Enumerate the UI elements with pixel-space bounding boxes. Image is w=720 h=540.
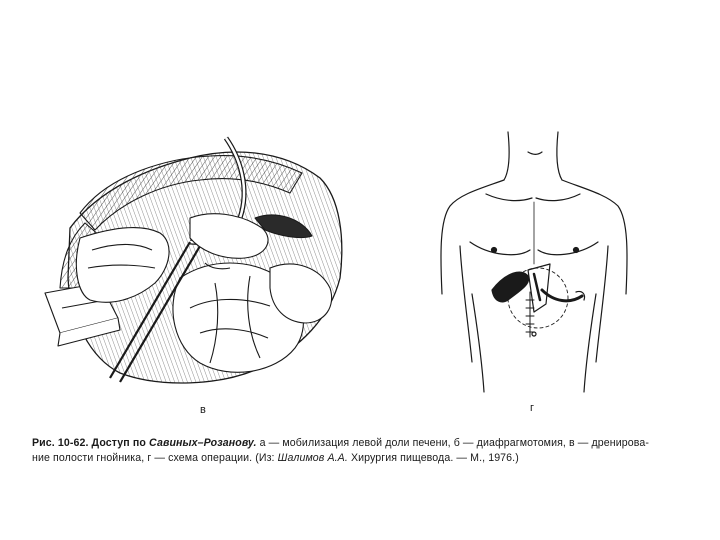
caption-line1-rest: а — мобилизация левой доли печени, б — диафрагмотомия, в — дренирова- (259, 437, 649, 449)
surgical-access-illustration (40, 118, 358, 400)
caption-authors: Савиных–Розанову. (148, 437, 257, 449)
panel-label-v: в (200, 404, 206, 416)
caption-line2-b: Хирургия пищевода. — М., 1976.) (350, 452, 519, 464)
caption-line2-a: ние полости гнойника, г — схема операции. (Из: (32, 452, 275, 464)
torso-operation-scheme (430, 122, 640, 400)
panel-label-g: г (530, 402, 535, 414)
caption-lead: Доступ по (91, 437, 146, 449)
caption-title: Рис. 10-62. (32, 437, 89, 449)
caption-source-author: Шалимов А.А. (277, 452, 348, 464)
figure-caption (32, 436, 704, 466)
